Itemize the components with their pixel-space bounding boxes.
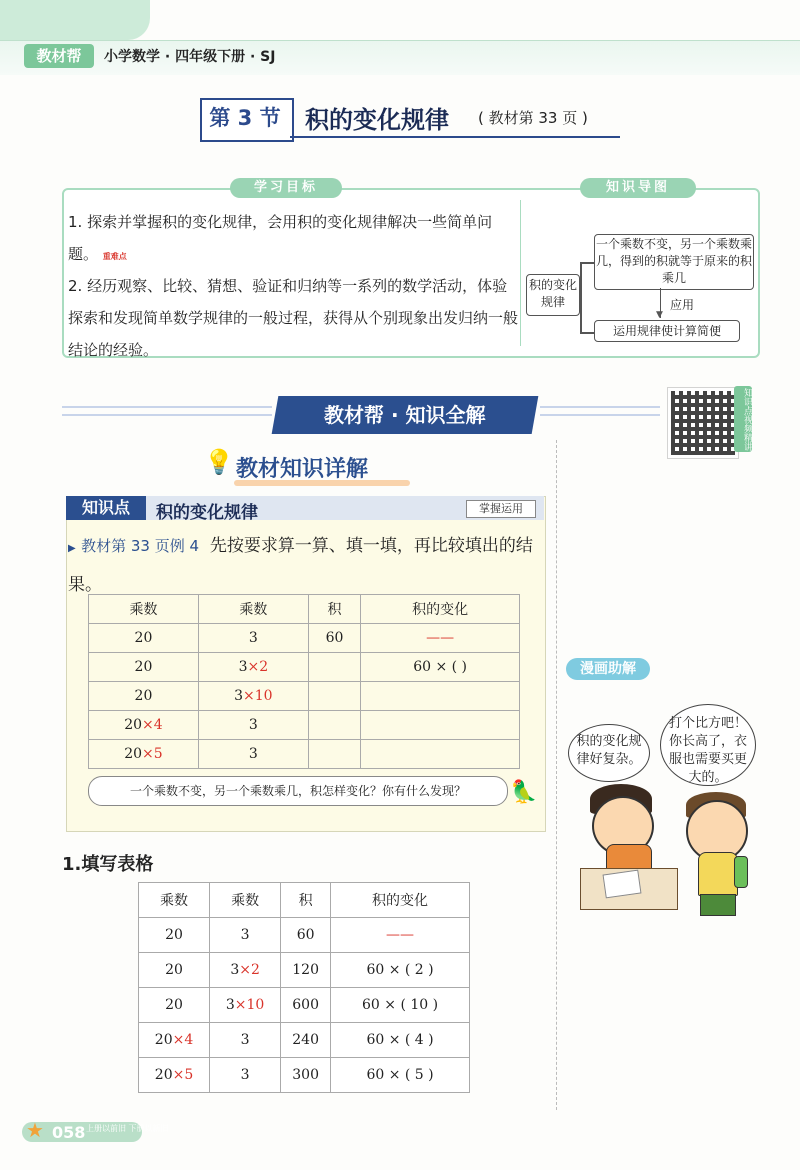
table-cell: 60 [308,624,360,653]
mindmap-rule: 一个乘数不变，另一个乘数乘几，得到的积就等于原来的积乘几 [594,234,754,290]
table-header: 积 [308,595,360,624]
page-number: 058 [52,1123,86,1142]
table-cell: —— [361,624,520,653]
table-row [89,711,520,740]
table-cell [361,740,520,769]
mindmap-label: 知识导图 [580,178,696,198]
table-row [89,624,520,653]
table-row [139,1023,470,1058]
table-row [89,682,520,711]
table-cell: 20 [139,918,210,953]
table-cell: 3×2 [198,653,308,682]
knowledge-tag: 知识点 [66,496,146,520]
boy-right-body [698,852,738,896]
table-cell [361,711,520,740]
mindmap-bracket-bottom [580,332,594,334]
qr-tag: 知识点视频精讲 [734,386,752,452]
knowledge-title: 积的变化规律 [156,503,258,523]
mindmap-link: 应用 [670,298,695,312]
objectives-divider [520,200,521,346]
bird-icon: 🦜 [510,780,538,805]
column-divider [556,440,557,1110]
objective-item-2: 2. 经历观察、比较、猜想、验证和归纳等一系列的数学活动，体验探索和发现简单数学规律的一般过程，获得从个别现象出发归纳一般结论的经验。 [68,277,519,359]
table-cell: 60 [281,918,331,953]
table-header-row [139,883,470,918]
table-cell: 3 [210,918,281,953]
table-row [139,953,470,988]
table-cell: 20 [89,682,199,711]
table-cell: 3 [198,624,308,653]
table-cell [308,653,360,682]
knowledge-ref: 教材第 33 页例 4 [81,537,200,555]
table-header: 积 [281,883,331,918]
table-cell: 3 [198,740,308,769]
table-cell: 60 × ( 10 ) [331,988,470,1023]
table-header: 积的变化 [331,883,470,918]
table-cell [361,682,520,711]
answer-table [138,882,470,1093]
table-cell: 20 [89,624,199,653]
table-cell: 60 × ( 4 ) [331,1023,470,1058]
table-cell: 120 [281,953,331,988]
section-subtitle: ( 教材第 33 页 ) [478,109,588,127]
table-cell: 60 × ( 5 ) [331,1058,470,1093]
speech-bubble-right: 打个比方吧！你长高了，衣服也需要买更大的。 [660,704,756,786]
boy-right-legs [700,894,736,916]
table-cell [308,682,360,711]
table-cell: —— [331,918,470,953]
table-cell: 20×4 [89,711,199,740]
table-cell: 600 [281,988,331,1023]
book-title: 小学数学 · 四年级下册 · SJ [104,49,276,65]
table-cell: 20×5 [89,740,199,769]
table-cell: 20×4 [139,1023,210,1058]
banner-line-left-2 [62,414,272,416]
arrow-head-icon: ▼ [656,310,663,320]
comic-tag: 漫画助解 [566,658,650,680]
answer-heading: 1.填写表格 [62,854,154,875]
table-header: 积的变化 [361,595,520,624]
table-cell [308,740,360,769]
table-cell: 60 × ( ) [361,653,520,682]
table-cell: 20 [139,953,210,988]
mindmap-bracket-top [580,262,594,264]
knowledge-badge: 掌握运用 [466,500,536,518]
section-underline [290,136,620,138]
table-cell: 3×10 [210,988,281,1023]
table-header: 乘数 [139,883,210,918]
knowledge-paragraph [68,528,538,603]
brand-label: 教材帮 [24,44,94,68]
table-header-row [89,595,520,624]
table-cell: 20 [89,653,199,682]
key-point-mark: 重难点 [102,252,127,261]
table-cell: 3 [210,1058,281,1093]
objectives-label: 学习目标 [230,178,342,198]
table-header: 乘数 [198,595,308,624]
qr-code-icon[interactable] [668,388,738,458]
table-row [139,918,470,953]
banner-line-right-2 [540,414,660,416]
header-tab [0,0,150,40]
mindmap-root: 积的变化规律 [526,274,580,316]
table-cell: 20 [139,988,210,1023]
table-cell: 60 × ( 2 ) [331,953,470,988]
section-title: 积的变化规律 [305,106,449,134]
table-cell: 3 [210,1023,281,1058]
table-header: 乘数 [89,595,199,624]
table-row [89,653,520,682]
table-row [139,1058,470,1093]
backpack [734,856,748,888]
banner-line-right-1 [540,406,660,408]
triangle-icon: ▶ [68,543,76,554]
paper [603,870,642,899]
table-cell: 3×10 [198,682,308,711]
objective-item-1: 1. 探索并掌握积的变化规律，会用积的变化规律解决一些简单问题。 重难点 [68,213,493,263]
table-cell: 20×5 [139,1058,210,1093]
speech-bubble-left: 积的变化规律好复杂。 [568,724,650,782]
table-header: 乘数 [210,883,281,918]
knowledge-text: 先按要求算一算、填一填，再比较填出的结果。 [68,536,533,595]
table-cell: 300 [281,1058,331,1093]
table-cell [308,711,360,740]
banner-title: 教材帮 · 知识全解 [272,396,539,434]
example-table [88,594,520,769]
section-number: 第 3 节 [209,106,281,130]
question-bubble: 一个乘数不变，另一个乘数乘几，积怎样变化？你有什么发现？ [88,776,508,806]
table-cell: 3 [198,711,308,740]
footer-note: 上册以前旧 下册以新旧 [86,1124,169,1133]
banner-line-left-1 [62,406,272,408]
mindmap-apply: 运用规律使计算简便 [594,320,740,342]
mascot-icon: ★ [26,1118,44,1142]
table-row [139,988,470,1023]
mindmap-bracket [580,262,582,334]
table-cell: 240 [281,1023,331,1058]
lightbulb-icon: 💡 [204,448,234,476]
table-row [89,740,520,769]
subhead-title: 教材知识详解 [236,457,369,482]
table-cell: 3×2 [210,953,281,988]
